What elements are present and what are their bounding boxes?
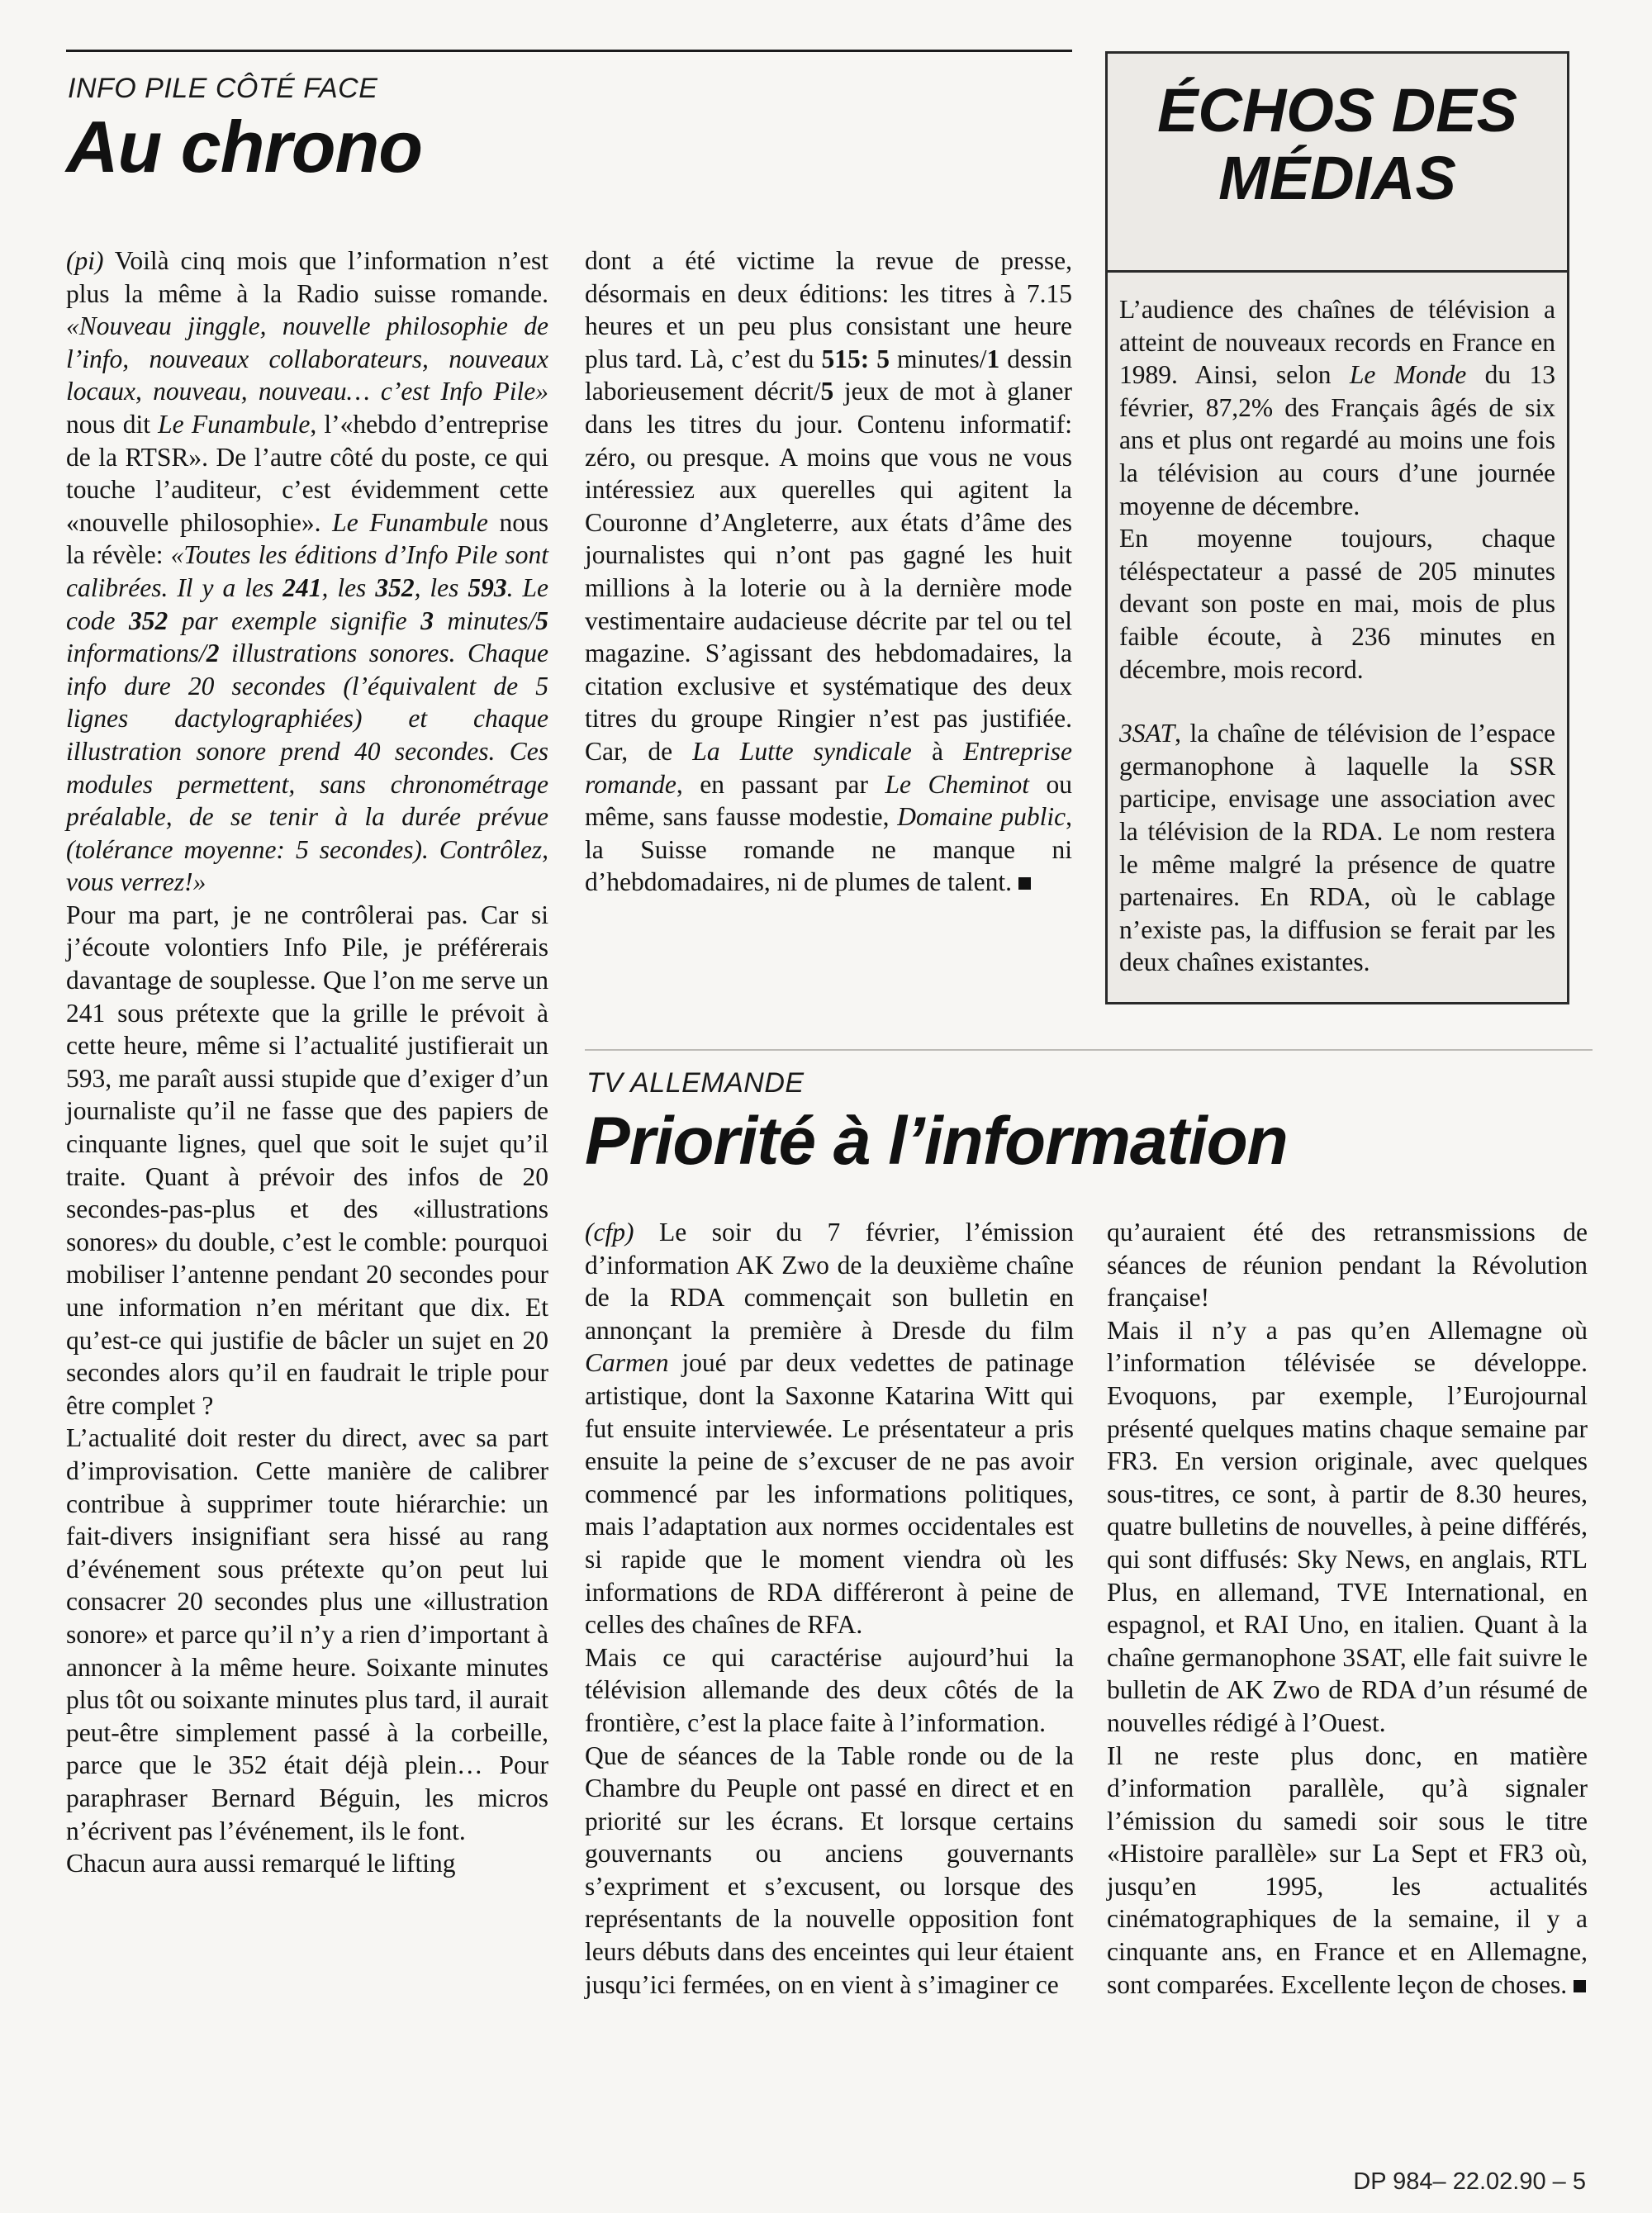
article2-column-1 [585,1216,1074,2001]
article2-paragraph-5: Mais il n’y a pas qu’en Allemagne où l’information télévisée se développe. Evoquons, par exemple, l’Eurojournal présenté quelques matins chaque semaine par FR3. En version originale, avec quelques sous-titres, ce sont, à partir de 8.30 heures, quatre bulletins de nouvelles, à peine différés, qui sont diffusés: Sky News, en anglais, RTL Plus, en allemand, TVE International, en espagnol, et RAI Uno, en italien. Quant à la chaîne germanophone 3SAT, elle fait suivre le bulletin de AK Zwo de RDA d’un résumé de nouvelles rédigé à l’Ouest. [1107,1315,1588,1737]
article2-paragraph-3: Que de séances de la Table ronde ou de la Chambre du Peuple ont passé en direct et en priorité sur les écrans. Et lorsque certains gouvernants ou anciens gouvernants s’expriment et s’excusent, ou lorsque des représentants de la nouvelle opposition font leurs débuts dans des enceintes qui leur étaient jusqu’ici fermées, on en vient à s’imaginer ce [585,1740,1074,1999]
article2-column-2 [1107,1216,1588,2001]
page-footer: DP 984– 22.02.90 – 5 [1353,2168,1586,2195]
article1-column-2 [585,245,1072,899]
article2-paragraph-1: (cfp) Le soir du 7 février, l’émission d’information AK Zwo de la deuxième chaîne de la RDA commençait son bulletin en annonçant la première à Dresde du film Carmen joué par deux vedettes de patinage artistique, dont la Saxonne Katarina Witt qui fut ensuite interviewée. Le présentateur a pris ensuite la peine de s’excuser de ne pas avoir commencé par les informations politiques, mais l’adaptation aux normes occidentales est si rapide que le moment viendra où les informations de RDA différeront à peine de celles des chaînes de RFA. [585,1218,1074,1640]
article1-paragraph-3: L’actualité doit rester du direct, avec sa part d’improvisation. Cette manière de calibrer contribue à supprimer toute hiérarchie: un fait-divers insignifiant sera hissé au rang d’événement sous prétexte qu’on peut lui consacrer 20 secondes plus une «illustration sonore» et parce qu’il n’y a rien d’important à annoncer à la même heure. Soixante minutes plus tôt ou soixante minutes plus tard, il aurait peut-être simplement passé à la corbeille, parce que le 352 était déjà plein… Pour paraphraser Bernard Béguin, les micros n’écrivent pas l’événement, ils le font. [66,1423,548,1845]
top-rule-article [66,50,1072,52]
article1-column-1 [66,245,548,1880]
article1-title: Au chrono [66,106,422,188]
article1-paragraph-2: Pour ma part, je ne contrôlerai pas. Car si j’écoute volontiers Info Pile, je préférerais davantage de souplesse. Que l’on me serve un 241 sous prétexte que la grille le prévoit à cette heure, même si l’actualité justifierait un 593, me paraît aussi stupide que d’exiger d’un journaliste qu’il ne fasse que des papiers de cinquante lignes, quel que soit le sujet qu’il traite. Quant à prévoir des infos de 20 secondes-pas-plus et des «illustrations sonores» du double, c’est le comble: pourquoi mobiliser l’antenne pendant 20 secondes pour une information n’en méritant que dix. Et qu’est-ce qui justifie de bâcler un sujet en 20 secondes alors qu’il en faudrait le triple pour être complet ? [66,900,548,1420]
echos-des-medias-box [1105,51,1569,1004]
article1-column-2-text: dont a été victime la revue de presse, désormais en deux éditions: les titres à 7.15 heures et un peu plus consistant une heure plus tard. Là, c’est du 515: 5 minutes/1 dessin laborieusement décrit/5 jeux de mot à glaner dans les titres du jour. Contenu informatif: zéro, ou presque. A moins que vous ne vous intéressiez aux querelles qui agitent la Couronne d’Angleterre, aux états d’âme des journalistes qui n’ont pas gagné les huit millions à la loterie ou à la dernière mode vestimentaire audacieuse décrite par tel ou tel magazine. S’agissant des hebdomadaires, la citation exclusive et systématique des deux titres du groupe Ringier n’est pas justifiée. Car, de La Lutte syndicale à Entreprise romande, en passant par Le Cheminot ou même, sans fausse modestie, Domaine public, la Suisse romande ne manque ni d’hebdomadaires, ni de plumes de talent. [585,246,1073,897]
article2-kicker: TV ALLEMANDE [586,1067,805,1099]
section-divider [585,1049,1593,1051]
sidebar-divider [1108,270,1567,273]
article2-title: Priorité à l’information [585,1104,1288,1179]
sidebar-paragraph-3: 3SAT, la chaîne de télévision de l’espace germanophone à laquelle la SSR participe, envisage une association avec la télévision de la RDA. Le nom restera le même malgré la présence de quatre partenaires. En RDA, où le cablage n’existe pas, la diffusion se ferait par les deux chaînes existantes. [1119,719,1555,977]
article1-kicker: INFO PILE CÔTÉ FACE [68,73,378,104]
sidebar-paragraph-1: L’audience des chaînes de télévision a atteint de nouveaux records en France en 1989. Ainsi, selon Le Monde du 13 février, 87,2% des Français âgés de six ans et plus ont regardé au moins une fois la télévision au cours d’une journée moyenne de décembre. [1119,295,1555,520]
article2-paragraph-6: Il ne reste plus donc, en matière d’information parallèle, qu’à signaler l’émission du samedi soir sous le titre «Histoire parallèle» sur La Sept et FR3 où, jusqu’en 1995, les actualités cinématographiques de la semaine, il y a cinquante ans, en France et en Allemagne, sont comparées. Excellente leçon de choses. [1107,1740,1588,1999]
article1-paragraph-4: Chacun aura aussi remarqué le lifting [66,1849,456,1878]
sidebar-body [1119,293,1555,979]
sidebar-paragraph-2: En moyenne toujours, chaque téléspectateur a passé de 205 minutes devant son poste en mai, mois de plus faible écoute, à 236 minutes en décembre, mois record. [1119,524,1555,684]
end-of-article-mark [1574,1980,1586,1992]
end-of-article-mark [1018,877,1031,890]
article1-paragraph-1: (pi) Voilà cinq mois que l’information n’est plus la même à la Radio suisse romande. «Nouveau jinggle, nouvelle philosophie de l’info, nouveaux collaborateurs, nouveaux locaux, nouveau, nouveau… c’est Info Pile» nous dit Le Funambule, l’«hebdo d’entreprise de la RTSR». De l’autre côté du poste, ce qui touche l’auditeur, c’est évidemment cette «nouvelle philosophie». Le Funambule nous la révèle: «Toutes les éditions d’Info Pile sont calibrées. Il y a les 241, les 352, les 593. Le code 352 par exemple signifie 3 minutes/5 informations/2 illustrations sonores. Chaque info dure 20 secondes (l’équivalent de 5 lignes dactylographiées) et chaque illustration sonore prend 40 secondes. Ces modules permettent, sans chronométrage préalable, de se tenir à la durée prévue (tolérance moyenne: 5 secondes). Contrôlez, vous verrez!» [66,246,549,897]
sidebar-title: ÉCHOS DES MÉDIAS [1157,76,1517,212]
article2-paragraph-2: Mais ce qui caractérise aujourd’hui la télévision allemande des deux côtés de la frontière, c’est la place faite à l’information. [585,1642,1074,1737]
article2-paragraph-4: qu’auraient été des retransmissions de séances de réunion pendant la Révolution française! [1107,1218,1588,1313]
